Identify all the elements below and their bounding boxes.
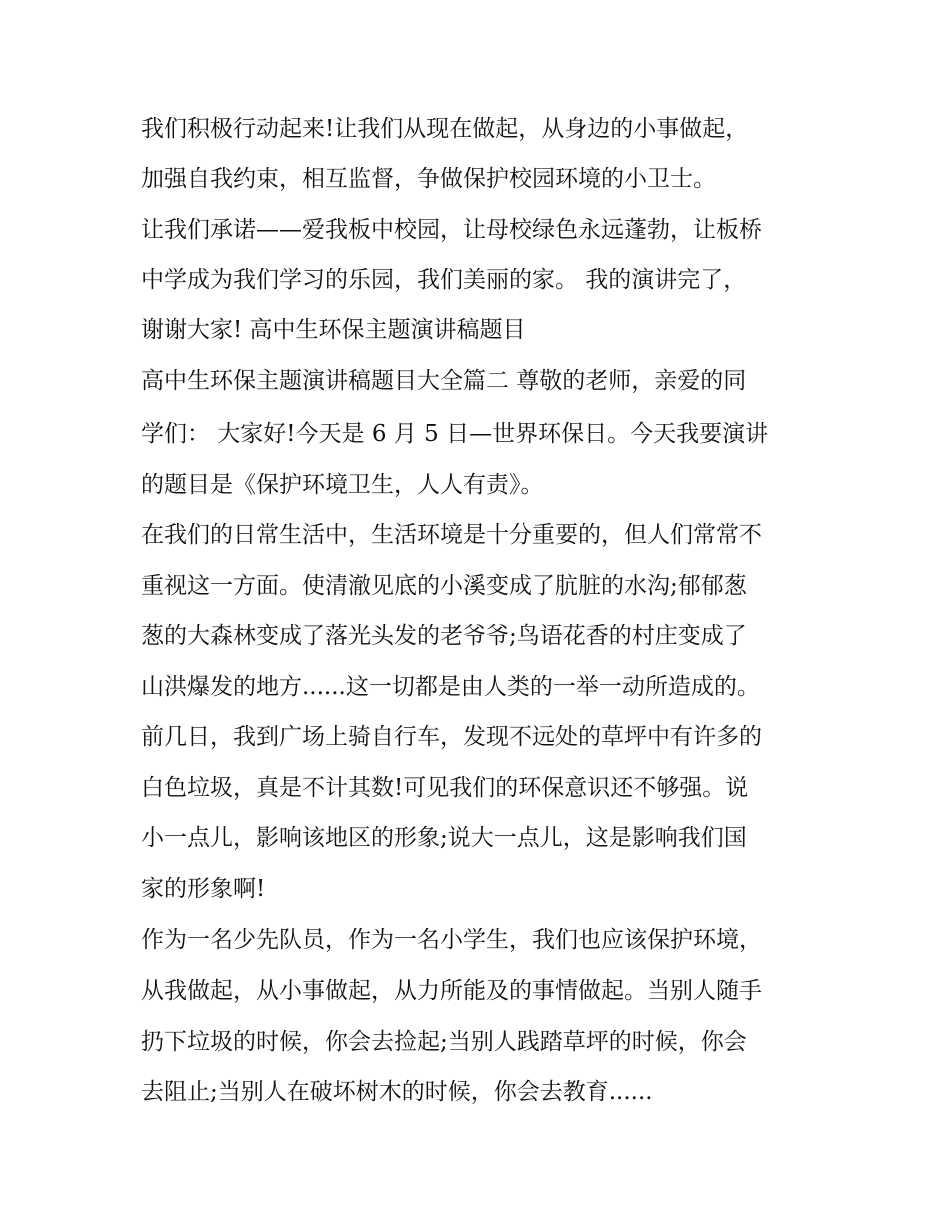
text-line: 让我们承诺——爱我板中校园，让母校绿色永远蓬勃，让板桥 (141, 217, 762, 243)
text-line: 家的形象啊! (141, 876, 266, 902)
text-line: 在我们的日常生活中，生活环境是十分重要的，但人们常常不 (141, 522, 762, 548)
text-line: 扔下垃圾的时候，你会去捡起;当别人践踏草坪的时候，你会 (141, 1029, 747, 1055)
text-line: 加强自我约束，相互监督，争做保护校园环境的小卫士。 (141, 166, 716, 192)
text-line: 小一点儿，影响该地区的形象;说大一点儿，这是影响我们国 (141, 825, 747, 851)
text-line: 白色垃圾，真是不计其数!可见我们的环保意识还不够强。说 (141, 775, 749, 801)
text-line: 我们积极行动起来!让我们从现在做起，从身边的小事做起， (141, 116, 749, 142)
text-line: 去阻止;当别人在破坏树木的时候，你会去教育...... (141, 1079, 653, 1105)
text-line: 中学成为我们学习的乐园，我们美丽的家。 我的演讲完了， (141, 267, 747, 293)
text-line: 葱的大森林变成了落光头发的老爷爷;鸟语花香的村庄变成了 (141, 623, 747, 649)
text-line: 重视这一方面。使清澈见底的小溪变成了肮脏的水沟;郁郁葱 (141, 573, 747, 599)
text-line: 的题目是《保护环境卫生，人人有责》。 (141, 472, 544, 498)
text-line: 前几日，我到广场上骑自行车，发现不远处的草坪中有许多的 (141, 724, 762, 750)
text-line: 从我做起，从小事做起，从力所能及的事情做起。当别人随手 (141, 978, 762, 1004)
text-line: 谢谢大家! 高中生环保主题演讲稿题目 (141, 317, 526, 343)
text-line: 学们： 大家好!今天是 6 月 5 日—世界环保日。今天我要演讲 (141, 421, 769, 447)
text-line: 作为一名少先队员，作为一名小学生，我们也应该保护环境， (141, 927, 762, 953)
text-line: 山洪爆发的地方......这一切都是由人类的一举一动所造成的。 (141, 674, 760, 700)
text-line: 高中生环保主题演讲稿题目大全篇二 尊敬的老师，亲爱的同 (141, 368, 747, 394)
